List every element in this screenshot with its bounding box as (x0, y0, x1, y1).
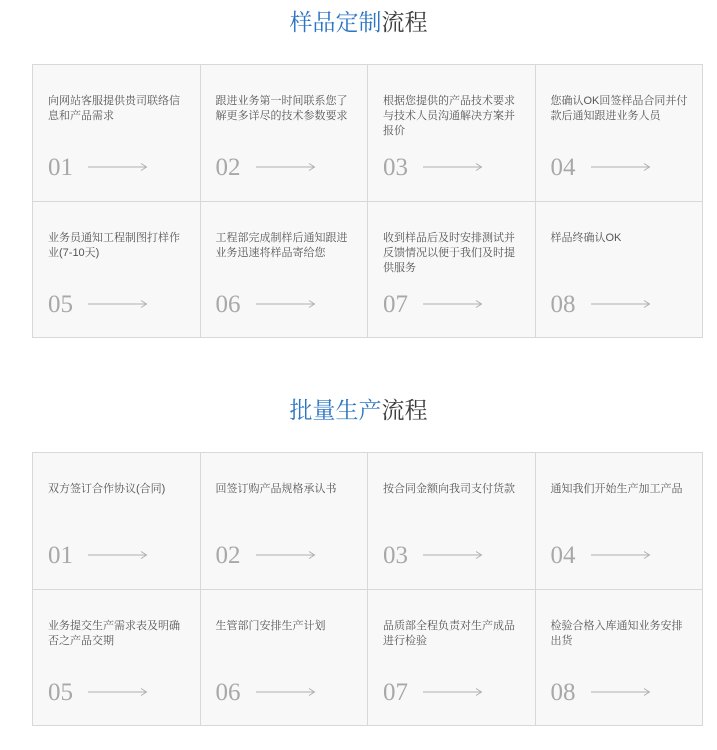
arrow-right-icon (591, 299, 651, 309)
arrow-right-icon (423, 550, 483, 560)
step-number: 01 (48, 154, 73, 181)
process-step-card-06 (201, 202, 369, 339)
step-description: 生管部门安排生产计划 (215, 619, 326, 632)
step-number: 04 (550, 542, 576, 569)
batch-process-title (0, 396, 717, 426)
arrow-right-icon (423, 687, 483, 697)
step-description: 工程部完成制样后通知跟进业务迅速将样品寄给您 (215, 231, 348, 259)
step-description: 向网站客服提供贵司联络信息和产品需求 (48, 95, 180, 122)
step-description: 双方签订合作协议(合同) (48, 483, 166, 495)
arrow-right-icon (591, 162, 651, 172)
arrow-right-icon (423, 299, 483, 309)
process-step-card-01 (33, 453, 201, 590)
process-step-card-03 (368, 65, 536, 202)
process-step-card-02 (201, 453, 369, 590)
step-description: 业务员通知工程制图打样作业(7-10天) (48, 231, 180, 259)
batch-title-rest: 流程 (381, 398, 428, 423)
step-description: 业务提交生产需求表及明确否之产品交期 (48, 619, 180, 647)
process-step-card-01 (33, 65, 201, 202)
arrow-right-icon (256, 550, 316, 560)
step-number: 07 (383, 290, 408, 318)
step-number: 08 (550, 290, 576, 318)
process-step-card-07 (368, 202, 536, 339)
step-number: 05 (48, 290, 73, 318)
process-step-card-04 (536, 453, 704, 590)
process-step-card-02 (201, 65, 369, 202)
arrow-right-icon (256, 299, 316, 309)
arrow-right-icon (88, 162, 148, 172)
batch-process-grid (32, 452, 703, 726)
step-description: 按合同金额向我司支付货款 (383, 483, 515, 495)
step-number: 05 (48, 678, 73, 706)
process-step-card-06 (201, 590, 369, 727)
step-number: 06 (215, 290, 241, 318)
step-description: 品质部全程负责对生产成品进行检验 (383, 619, 515, 647)
step-number: 07 (383, 678, 408, 706)
step-description: 收到样品后及时安排测试并反馈情况以便于我们及时提供服务 (383, 231, 515, 274)
process-step-card-03 (368, 453, 536, 590)
arrow-right-icon (256, 687, 316, 697)
step-description: 检验合格入库通知业务安排出货 (550, 619, 683, 647)
arrow-right-icon (256, 162, 316, 172)
process-step-card-07 (368, 590, 536, 727)
arrow-right-icon (591, 687, 651, 697)
arrow-right-icon (591, 550, 651, 560)
step-description: 跟进业务第一时间联系您了解更多详尽的技术参数要求 (215, 95, 348, 122)
process-step-card-08 (536, 590, 704, 727)
process-step-card-05 (33, 202, 201, 339)
sample-process-title (0, 8, 717, 38)
step-description: 样品终确认OK (550, 231, 622, 244)
step-description: 您确认OK回签样品合同并付款后通知跟进业务人员 (550, 95, 688, 122)
arrow-right-icon (423, 162, 483, 172)
arrow-right-icon (88, 550, 148, 560)
sample-title-accent: 样品定制 (289, 10, 382, 35)
arrow-right-icon (88, 687, 148, 697)
step-number: 03 (383, 542, 408, 569)
step-number: 04 (550, 154, 576, 181)
step-description: 通知我们开始生产加工产品 (550, 483, 683, 495)
sample-title-rest: 流程 (381, 10, 428, 35)
arrow-right-icon (88, 299, 148, 309)
step-number: 08 (550, 678, 576, 706)
step-number: 06 (215, 678, 241, 706)
step-number: 03 (383, 154, 408, 181)
step-number: 01 (48, 542, 73, 569)
process-step-card-05 (33, 590, 201, 727)
step-description: 回签订购产品规格承认书 (215, 483, 337, 495)
step-description: 根据您提供的产品技术要求与技术人员沟通解决方案并报价 (383, 95, 515, 137)
process-step-card-04 (536, 65, 704, 202)
sample-process-grid (32, 64, 703, 338)
step-number: 02 (215, 154, 241, 181)
batch-title-accent: 批量生产 (289, 398, 382, 423)
process-step-card-08 (536, 202, 704, 339)
step-number: 02 (215, 542, 241, 569)
